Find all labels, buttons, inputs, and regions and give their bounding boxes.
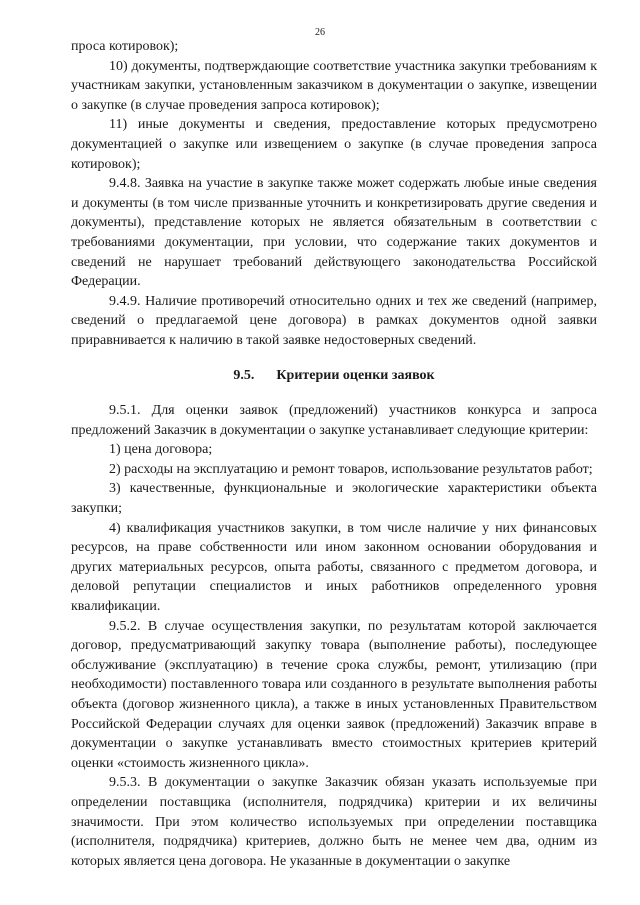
paragraphs-before-section [71, 37, 597, 351]
paragraph: 2) расходы на эксплуатацию и ремонт товаров, использование результатов работ; [109, 461, 593, 477]
paragraph: проса котировок); [71, 39, 179, 54]
document-body [71, 37, 597, 871]
paragraph: 9.5.3. В документации о закупке Заказчик обязан указать используемые при определении поставщика (исполнителя, подрядчика) критерии и их величины значимости. При этом количество используемых при определении поставщика (исполнителя, подрядчика) критериев, должно быть не менее чем два, одним из которых является цена договора. Не указанные в документации о закупке [71, 775, 597, 869]
page-number: 26 [315, 27, 325, 38]
paragraph: 1) цена договора; [109, 442, 213, 458]
paragraph: 9.4.8. Заявка на участие в закупке также может содержать любые иные сведения и документы (в том числе призванные уточнить и конкретизировать другие сведения и документы), представление которых не является обязательным в соответствии с требованиями документации, при условии, что содержание таких документов и сведений не нарушает требований действующего законодательства Российской Федерации. [71, 176, 597, 290]
paragraph: 10) документы, подтверждающие соответствие участника закупки требованиям к участникам закупки, установленным заказчиком в документации о закупке, извещении о закупке (в случае проведения запроса котировок); [71, 58, 597, 113]
paragraph: 9.5.2. В случае осуществления закупки, по результатам которой заключается договор, предусматривающий закупку товара (выполнение работы), последующее обслуживание (эксплуатацию) в течение срока службы, ремонт, утилизацию (при необходимости) поставленного товара или созданного в результате выполнения работы объекта (договор жизненного цикла), а также в иных установленных Правительством Российской Федерации случаях для оценки заявок (предложений) Заказчик вправе в документации о закупке устанавливать вместо стоимостных критериев критерий оценки «стоимость жизненного цикла». [71, 618, 597, 771]
paragraph: 4) квалификация участников закупки, в том числе наличие у них финансовых ресурсов, на праве собственности или ином законном основании оборудования и других материальных ресурсов, опыта работы, связанного с предметом договора, и деловой репутации специалистов и иных работников определенного уровня квалификации. [71, 520, 597, 615]
paragraph: 3) качественные, функциональные и экологические характеристики объекта закупки; [71, 481, 597, 517]
paragraph: 11) иные документы и сведения, предоставление которых предусмотрено документацией о закупке или извещением о закупке (в случае проведения запроса котировок); [71, 117, 597, 172]
section-number: 9.5. [233, 367, 255, 383]
paragraph: 9.4.9. Наличие противоречий относительно одних и тех же сведений (например, сведений о предлагаемой цене договора) в рамках документов одной заявки приравнивается к наличию в такой заявке недостоверных сведений. [71, 293, 597, 348]
paragraphs-after-section [71, 401, 597, 871]
paragraph: 9.5.1. Для оценки заявок (предложений) участников конкурса и запроса предложений Заказчик в документации о закупке устанавливает следующие критерии: [71, 403, 597, 438]
section-heading [71, 366, 597, 386]
section-title: Критерии оценки заявок [276, 367, 435, 383]
